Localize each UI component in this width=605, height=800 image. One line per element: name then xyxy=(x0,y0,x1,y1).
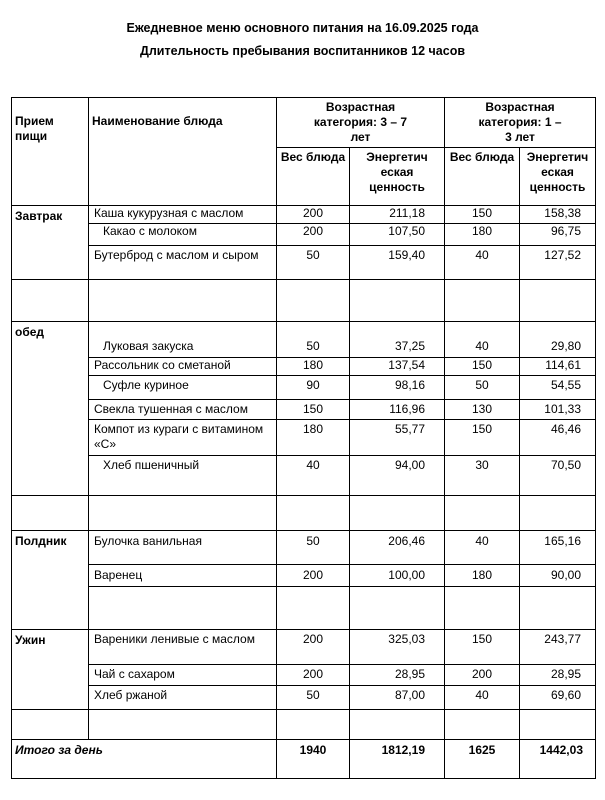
header-age-3-7: Возрастная категория: 3 – 7 лет xyxy=(277,98,445,148)
energy-1-3: 158,38 xyxy=(520,206,596,224)
menu-table xyxy=(11,97,596,779)
total-energy-3-7: 1812,19 xyxy=(350,740,445,779)
energy-3-7: 159,40 xyxy=(350,246,445,280)
energy-3-7: 87,00 xyxy=(350,686,445,710)
table-row xyxy=(12,420,596,456)
weight-1-3: 40 xyxy=(445,322,520,358)
dish-name: Суфле куриное xyxy=(89,376,277,400)
weight-1-3: 150 xyxy=(445,206,520,224)
energy-3-7: 100,00 xyxy=(350,565,445,587)
dish-name: Вареники ленивые с маслом xyxy=(89,630,277,665)
weight-3-7: 180 xyxy=(277,420,350,456)
table-row xyxy=(12,456,596,496)
spacer-row xyxy=(12,496,596,531)
weight-3-7: 200 xyxy=(277,630,350,665)
meal-lunch: обед xyxy=(12,322,89,358)
weight-3-7: 150 xyxy=(277,400,350,420)
table-row xyxy=(12,565,596,587)
total-label: Итого за день xyxy=(12,740,277,779)
table-row xyxy=(12,531,596,565)
energy-1-3: 127,52 xyxy=(520,246,596,280)
meal-dinner: Ужин xyxy=(12,630,89,710)
dish-name: Хлеб ржаной xyxy=(89,686,277,710)
menu-subtitle: Длительность пребывания воспитанников 12 часов xyxy=(139,44,466,58)
energy-1-3: 54,55 xyxy=(520,376,596,400)
weight-3-7: 50 xyxy=(277,686,350,710)
header-age-1-3: Возрастная категория: 1 – 3 лет xyxy=(445,98,596,148)
energy-3-7: 206,46 xyxy=(350,531,445,565)
weight-3-7: 200 xyxy=(277,665,350,686)
weight-3-7: 200 xyxy=(277,565,350,587)
total-energy-1-3: 1442,03 xyxy=(520,740,596,779)
dish-name: Какао с молоком xyxy=(89,224,277,246)
weight-1-3: 50 xyxy=(445,376,520,400)
weight-1-3: 30 xyxy=(445,456,520,496)
menu-title: Ежедневное меню основного питания на 16.09.2025 года xyxy=(126,21,479,35)
weight-3-7: 40 xyxy=(277,456,350,496)
energy-3-7: 211,18 xyxy=(350,206,445,224)
energy-1-3: 46,46 xyxy=(520,420,596,456)
energy-1-3: 243,77 xyxy=(520,630,596,665)
dish-name: Луковая закуска xyxy=(89,322,277,358)
table-row xyxy=(12,246,596,280)
dish-name: Чай с сахаром xyxy=(89,665,277,686)
weight-3-7: 200 xyxy=(277,224,350,246)
table-row xyxy=(12,665,596,686)
energy-1-3: 70,50 xyxy=(520,456,596,496)
weight-1-3: 180 xyxy=(445,565,520,587)
dish-name: Хлеб пшеничный xyxy=(89,456,277,496)
energy-1-3: 28,95 xyxy=(520,665,596,686)
weight-1-3: 40 xyxy=(445,686,520,710)
energy-3-7: 98,16 xyxy=(350,376,445,400)
header-energy-3-7: Энергетич еская ценность xyxy=(350,148,445,206)
weight-1-3: 150 xyxy=(445,420,520,456)
energy-1-3: 90,00 xyxy=(520,565,596,587)
spacer-row xyxy=(12,710,596,740)
weight-1-3: 200 xyxy=(445,665,520,686)
energy-1-3: 114,61 xyxy=(520,358,596,376)
table-row xyxy=(12,224,596,246)
dish-name: Рассольник со сметаной xyxy=(89,358,277,376)
table-row xyxy=(12,322,596,358)
spacer-row xyxy=(12,587,596,630)
total-weight-1-3: 1625 xyxy=(445,740,520,779)
energy-3-7: 94,00 xyxy=(350,456,445,496)
header-meal: Прием пищи xyxy=(12,98,89,206)
dish-name: Бутерброд с маслом и сыром xyxy=(89,246,277,280)
weight-1-3: 130 xyxy=(445,400,520,420)
weight-3-7: 50 xyxy=(277,322,350,358)
energy-1-3: 29,80 xyxy=(520,322,596,358)
table-row xyxy=(12,358,596,376)
table-row xyxy=(12,686,596,710)
dish-name: Каша кукурузная с маслом xyxy=(89,206,277,224)
header-energy-1-3: Энергетич еская ценность xyxy=(520,148,596,206)
weight-3-7: 180 xyxy=(277,358,350,376)
energy-3-7: 55,77 xyxy=(350,420,445,456)
weight-1-3: 180 xyxy=(445,224,520,246)
total-row xyxy=(12,740,596,779)
weight-3-7: 50 xyxy=(277,246,350,280)
table-row xyxy=(12,400,596,420)
weight-1-3: 40 xyxy=(445,246,520,280)
weight-3-7: 90 xyxy=(277,376,350,400)
table-row xyxy=(12,206,596,224)
dish-name: Компот из кураги с витамином «С» xyxy=(89,420,277,456)
header-weight-3-7: Вес блюда xyxy=(277,148,350,206)
energy-1-3: 101,33 xyxy=(520,400,596,420)
energy-3-7: 107,50 xyxy=(350,224,445,246)
weight-3-7: 200 xyxy=(277,206,350,224)
energy-1-3: 165,16 xyxy=(520,531,596,565)
table-row xyxy=(12,630,596,665)
table-row xyxy=(12,376,596,400)
energy-1-3: 69,60 xyxy=(520,686,596,710)
energy-3-7: 325,03 xyxy=(350,630,445,665)
dish-name: Свекла тушенная с маслом xyxy=(89,400,277,420)
energy-1-3: 96,75 xyxy=(520,224,596,246)
weight-1-3: 40 xyxy=(445,531,520,565)
meal-breakfast: Завтрак xyxy=(12,206,89,280)
total-weight-3-7: 1940 xyxy=(277,740,350,779)
spacer-row xyxy=(12,280,596,322)
weight-1-3: 150 xyxy=(445,358,520,376)
dish-name: Варенец xyxy=(89,565,277,587)
weight-3-7: 50 xyxy=(277,531,350,565)
energy-3-7: 116,96 xyxy=(350,400,445,420)
header-dish: Наименование блюда xyxy=(89,98,277,206)
energy-3-7: 28,95 xyxy=(350,665,445,686)
dish-name: Булочка ванильная xyxy=(89,531,277,565)
energy-3-7: 137,54 xyxy=(350,358,445,376)
energy-3-7: 37,25 xyxy=(350,322,445,358)
meal-snack: Полдник xyxy=(12,531,89,630)
header-weight-1-3: Вес блюда xyxy=(445,148,520,206)
weight-1-3: 150 xyxy=(445,630,520,665)
